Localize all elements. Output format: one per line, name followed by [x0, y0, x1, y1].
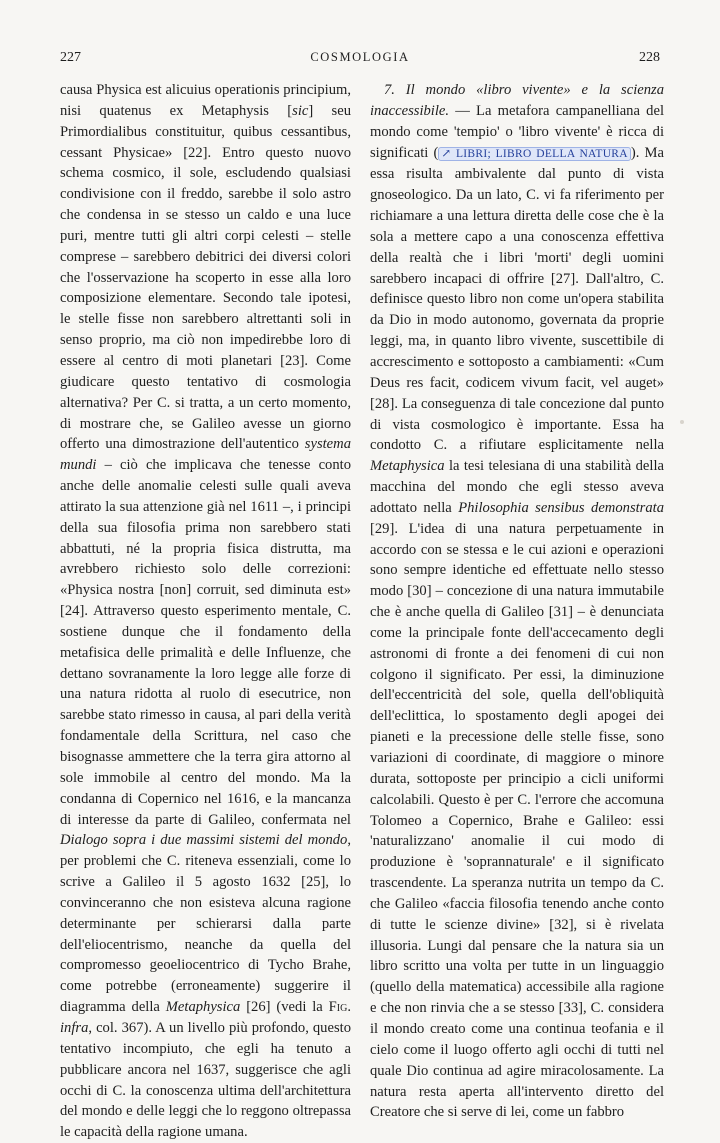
paragraph-left: causa Physica est alicuius operationis principium, nisi quatenus ex Metaphysis [sic] seu Primordialibus constituitur, quibus cessantibus, cessant Physicae» [22]. Entro questo nuovo schema cosmico, il sole, escludendo qualsiasi condivisione con il freddo, sarebbe il solo astro che condensa in se stesso un caldo e una luce puri, mentre tutti gli altri corpi celesti – stelle comprese – sarebbero debitrici dei diversi colori che l'osservazione ha scoperto in esse alla loro composizione elementare. Secondo tale ipotesi, le stelle fisse non sarebbero altrettanti soli in senso proprio, ma ciò non impedirebbe loro di essere al centro di moti planetari [23]. Come giudicare questo tentativo di cosmologia alternativa? Per C. si tratta, a un certo momento, di mostrare che, se Galileo avesse un giorno offerto una dimostrazione dell'autentico systema mundi – ciò che implicava che tenesse conto anche delle anomalie celesti sulle quali aveva attirato la sua attenzione già nel 1611 –, i principi della sua filosofia prima non sarebbero stati abbattuti, né la propria fisica distrutta, ma avrebbero richiesto solo delle correzioni: «Physica nostra [non] corruit, sed diminuta est» [24]. Attraverso questo esperimento mentale, C. sostiene dunque che il fondamento della metafisica delle primalità e delle Influenze, che dettano sovranamente la loro legge alle forze di una natura ridotta al ruolo di esecutrice, non sarebbe stato rimesso in causa, al pari della verità fondamentale della Scrittura, nel caso che bisognasse ammettere che la terra gira attorno al sole immobile al centro del mondo. Ma la condanna di Copernico nel 1616, e la mancanza di interesse da parte di Galileo, confermata nel Dialogo sopra i due massimi sistemi del mondo, per problemi che C. riteneva essenziali, come lo scrive a Galileo il 5 agosto 1632 [25], lo convinceranno che non esisteva alcuna ragione determinante per schierarsi dalla parte dell'eliocentrismo, neanche da quella del compromesso geoeliocentrico di Tycho Brahe, come potrebbe (erroneamente) suggerire il diagramma della Metaphysica [26] (vedi la Fig. infra, col. 367). A un livello più profondo, questo tentativo incompiuto, che egli ha tenuto a pubblicare ancora nel 1637, suggerisce che agli occhi di C. la conoscenza ultima dell'architettura del mondo e delle leggi che lo reggono oltrepassa le capacità della ragione umana. — [60, 82, 352, 1141]
running-title: COSMOLOGIA — [310, 50, 410, 64]
running-header — [60, 50, 660, 70]
paper-mark — [680, 420, 684, 424]
column-right — [370, 80, 664, 1123]
arrow-icon: ↗ — [441, 147, 452, 160]
column-left — [60, 80, 351, 1143]
page-number-right: 228 — [639, 50, 660, 65]
figure-reference: Fig. — [328, 999, 351, 1016]
section-heading: 7. Il mondo «libro vivente» e la scienza inaccessibile. — [370, 82, 664, 119]
section-paragraph: 7. Il mondo «libro vivente» e la scienza inaccessibile. — La metafora campanelliana del mondo come 'tempio' o 'libro vivente' è ricca di significati ( ↗ LIBRI; LIBRO DELLA NATURA ). Ma essa risulta ambivalente dal punto di vista gnoseologico. Da un lato, C. vi fa riferimento per richiamare a una lettura diretta delle cose che è la sola a mettere capo a una conoscenza effettiva della realtà che i libri 'morti' degli uomini sarebbero incapaci di offrire [27]. Dall'altro, C. definisce questo libro non come un'opera stabilita da Dio in modo autonomo, governata da proprie leggi, ma, in quanto libro vivente, suscettibile di accrescimento e sottoposto a cambiamenti: «Cum Deus res facit, codicem vivum facit, vel auget» [28]. La conseguenza di tale concezione dal punto di vista cosmologico è importante. Essa ha condotto C. a rifiutare esplicitamente nella Metaphysica la tesi telesiana di una stabilità della macchina del mondo che egli stesso aveva adottato nella Philosophia sensibus demonstrata [29]. L'idea di una natura perpetuamente in accordo con se stessa e le cui azioni e operazioni sono sempre identiche ed effettuate nello stesso modo [30] – concezione di una natura immutabile che è anche quella di Galileo [31] – è denunciata come la principale fonte dell'accecamento degli astronomi di fronte a dei fenomeni di cui non colgono il significato. Per essi, la diminuzione dell'eccentricità del sole, quella dell'obliquità dell'eclittica, lo spostamento degli apogei dei pianeti e la precessione delle stelle fisse, sono variazioni di coordinate, di maggiore o minore durata, sottoposte per principio a cicli uniformi calcolabili. Questo è per C. l'errore che accomuna Tolomeo a Copernico, Brahe e Galileo: essi 'naturalizzano' anomalie il cui modo di produzione è 'soprannaturale' e il significato trascendente. La speranza nutrita un tempo da C. che Galileo «faccia filosofia tenendo anche conto di tutte le scienze divine» [32], si è rivelata illusoria. Lungi dal pensare che la natura sia un libro scritto una volta per tutte in un linguaggio (quello della matematica) accessibile alla ragione e che non rinvia che a se stesso [33], C. considera il mondo creato come una continua teofania e il cielo come il luogo offerto agli occhi di tutti nel quale Dio continua ad agire miracolosamente. La natura resta aperta all'intervento diretto del Creatore che si serve di lei, come un fabbro — [370, 82, 664, 1121]
page-number-left: 227 — [60, 50, 81, 65]
cross-reference-label: LIBRI; LIBRO DELLA NATURA — [455, 147, 628, 160]
cross-reference-link[interactable] — [438, 147, 631, 161]
